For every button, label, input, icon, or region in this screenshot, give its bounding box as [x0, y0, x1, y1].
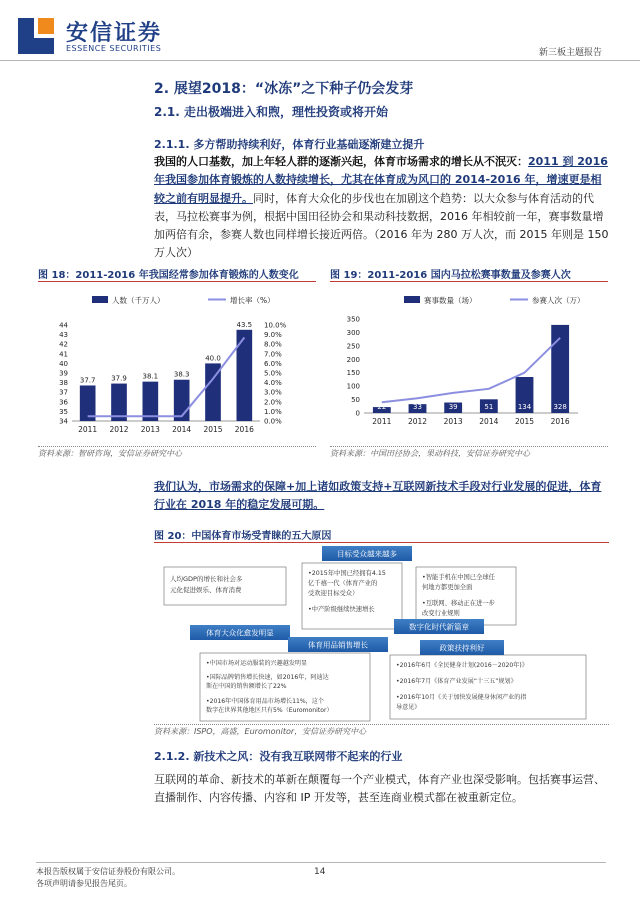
fig19-title: 图 19：2011-2016 国内马拉松赛事数量及参赛人次 [330, 270, 571, 281]
fig19-chart [330, 285, 612, 445]
y2-tick-label: 1.0% [264, 407, 282, 416]
bar-value-label: 39 [448, 403, 458, 411]
y2-tick-label: 10.0% [264, 321, 287, 330]
bar-value-label: 43.5 [236, 320, 253, 329]
header-divider [0, 60, 640, 61]
sub-subsection-heading: 2.1.1. 多方帮助持续利好，体育行业基础逐渐建立提升 [154, 138, 425, 151]
bar-value-label: 33 [413, 403, 422, 411]
x-tick-label: 2013 [140, 425, 160, 434]
box-target-line-1: •2015年中国已经拥有4.15 [308, 570, 386, 577]
y-tick-label: 50 [351, 396, 360, 405]
box-target-line-3: 受欢迎目标受众） [308, 590, 359, 597]
bar-value-label: 38.1 [142, 372, 159, 381]
box-goods-line-1: •中国市场对运动服装的兴趣越发明显 [206, 660, 308, 667]
box-gdp-line-1: 人均GDP的增长和社会多 [170, 575, 243, 583]
y-tick-label: 100 [346, 382, 360, 391]
para1-highlight: 2011 到 2016 年我国参加体育锻炼的人数持续增长，尤其在体育成为风口的 2014-2016 年，增速更是相较之前有明显提升。 [154, 155, 608, 205]
svg-text:体育用品销售增长: 体育用品销售增长 [308, 640, 368, 650]
y-tick-label: 34 [59, 417, 68, 426]
page-number: 14 [314, 867, 326, 877]
x-tick-label: 2013 [443, 417, 463, 426]
legend-line-label: 增长率（%） [230, 296, 275, 305]
box-policy-line-3: •2016年7月《体育产业发展“十三五”规划》 [396, 678, 517, 685]
x-tick-label: 2011 [372, 417, 392, 426]
x-tick-label: 2015 [514, 417, 535, 426]
y-tick-label: 37 [59, 388, 68, 397]
subsection-heading: 2.1. 走出极端进入和煦，理性投资或将开始 [154, 105, 388, 119]
y-tick-label: 41 [59, 350, 68, 359]
svg-text:体育大众化愈发明显: 体育大众化愈发明显 [206, 628, 274, 638]
line-series [382, 338, 560, 402]
footer-divider [36, 862, 606, 863]
fig20-source: 资料来源：ISPO，高盛，Euromonitor，安信证券研究中心 [154, 727, 367, 736]
y2-tick-label: 9.0% [264, 331, 282, 340]
box-gdp-line-2: 元化促进娱乐、体育消费 [170, 586, 242, 594]
box-digital-line-5: 改变行业规则 [422, 610, 460, 617]
bar-value-label: 328 [553, 403, 567, 411]
box-target-line-5: •中产阶级继续快速增长 [308, 606, 375, 613]
label-goods [288, 637, 388, 652]
box-goods-line-3: •国际品牌销售增长快速，如2016年，阿迪达 [206, 674, 329, 681]
bar-value-label: 37.9 [111, 374, 127, 383]
x-tick-label: 2016 [550, 417, 570, 426]
fig20-box-goods [200, 653, 370, 721]
sub-subsection-heading-2: 2.1.2. 新技术之风：没有我互联网带不起来的行业 [154, 750, 403, 763]
y-tick-label: 44 [59, 321, 68, 330]
fig20-bottom-rule [154, 724, 609, 725]
box-goods-line-6: •2016年中国体育用品市场增长11%，这个 [206, 698, 324, 705]
y2-tick-label: 4.0% [264, 379, 282, 388]
box-policy-line-5: •2016年10月《关于加快发展健身休闲产业的指 [396, 694, 527, 701]
fig18-source: 资料来源：智研咨询，安信证券研究中心 [38, 449, 182, 458]
legend-bar-swatch [92, 296, 108, 303]
box-digital-line-1: •智能手机在中国已全球任 [422, 574, 495, 581]
svg-text:数字化时代新篇章: 数字化时代新篇章 [409, 622, 469, 632]
y-tick-label: 150 [346, 369, 360, 378]
x-tick-label: 2014 [172, 425, 192, 434]
fig20-box-target [302, 563, 402, 629]
bar-2013 [143, 382, 159, 421]
paragraph-3: 互联网的革命、新技术的革新在颠覆每一个产业模式，体育产业也深受影响。包括赛事运营、直播制作、内容传播、内容和 IP 开发等，甚至连商业模式都在被重新定位。 [154, 773, 605, 805]
report-name: 新三板主题报告 [538, 48, 602, 58]
fig18-bottom-rule [38, 446, 316, 447]
y-tick-label: 200 [346, 355, 360, 364]
fig20-title: 图 20：中国体育市场受青睐的五大原因 [154, 531, 332, 542]
bar-value-label: 40.0 [205, 354, 221, 363]
box-goods-line-7: 数字在世界其他地区只有5%（Euromonitor） [206, 707, 333, 714]
fig20-box-gdp [164, 567, 286, 605]
svg-text:政策扶持利好: 政策扶持利好 [439, 643, 485, 653]
bar-value-label: 22 [377, 403, 387, 411]
svg-text:目标受众越来越多: 目标受众越来越多 [337, 549, 397, 559]
footer-disclaimer: 各项声明请参见报告尾页。 [36, 879, 132, 888]
fig19-rule [330, 281, 608, 282]
y2-tick-label: 7.0% [264, 350, 282, 359]
para1-lead: 我国的人口基数，加上年轻人群的逐渐兴起，体育市场需求的增长从不泯灭： [154, 155, 528, 168]
y2-tick-label: 5.0% [264, 369, 282, 378]
box-goods-line-4: 斯在中国的销售额增长了22% [206, 683, 287, 690]
section-heading: 2. 展望2018：“冰冻”之下种子仍会发芽 [154, 81, 414, 97]
y-tick-label: 40 [59, 359, 68, 368]
legend-line-label: 参赛人次（万） [532, 296, 585, 305]
y-tick-label: 38 [59, 379, 68, 388]
x-tick-label: 2016 [234, 425, 254, 434]
y-tick-label: 36 [59, 398, 68, 407]
logo-english: ESSENCE SECURITIES [66, 44, 162, 53]
label-policy [420, 640, 504, 655]
fig19-bottom-rule [330, 446, 608, 447]
legend-bar-label: 赛事数量（场） [424, 296, 477, 305]
y-tick-label: 350 [346, 315, 360, 324]
fig20-box-policy [390, 655, 586, 719]
bar-value-label: 38.3 [173, 370, 190, 379]
y-tick-label: 35 [59, 407, 68, 416]
label-mass [190, 625, 290, 640]
fig18-chart [38, 285, 320, 445]
box-digital-line-4: •互联网、移动正在进一步 [422, 600, 495, 607]
y2-tick-label: 6.0% [264, 359, 282, 368]
y-tick-label: 42 [59, 340, 68, 349]
box-target-line-2: 亿千禧一代（体育产业的 [308, 580, 378, 587]
fig20-diagram [154, 545, 609, 723]
fig18-rule [38, 281, 316, 282]
paragraph-2: 我们认为，市场需求的保障+加上诸如政策支持+互联网新技术手段对行业发展的促进，体育行业在 2018 年的稳定发展可期。 [154, 480, 602, 512]
y-tick-label: 43 [59, 331, 68, 340]
para1-rest: 同时，体育大众化的步伐也在加剧这个趋势：以大众参与体育活动的代表，马拉松赛事为例，根据中国田径协会和果动科技数据，2016 年相较前一年，赛事数量增加两倍有余，参赛人数也同样增长接近两倍。（2016 年为 280 万人次，而 2015 年则是 150 万人次） [154, 191, 609, 260]
box-digital-line-2: 何地方都更加全面 [422, 584, 473, 591]
x-tick-label: 2012 [109, 425, 129, 434]
y-tick-label: 250 [346, 342, 360, 351]
bar-value-label: 51 [484, 403, 494, 411]
legend-bar-swatch [404, 296, 420, 303]
label-digital [394, 619, 484, 634]
x-tick-label: 2015 [203, 425, 223, 434]
y-tick-label: 0 [355, 409, 360, 418]
x-tick-label: 2012 [407, 417, 428, 426]
box-policy-line-6: 导意见》 [396, 704, 421, 711]
fig20-box-digital [416, 567, 516, 625]
fig19-source: 资料来源：中国田径协会，果动科技，安信证券研究中心 [330, 449, 530, 458]
logo-text: 安信证券 [66, 21, 163, 46]
y-tick-label: 39 [59, 369, 68, 378]
x-tick-label: 2014 [479, 417, 499, 426]
footer-copyright: 本报告版权属于安信证券股份有限公司。 [36, 867, 180, 876]
bar-value-label: 37.7 [79, 376, 96, 385]
y2-tick-label: 0.0% [264, 417, 282, 426]
box-policy-line-1: •2016年6月《全民健身计划(2016－2020年)》 [396, 662, 528, 669]
fig20-rule [154, 542, 609, 543]
y2-tick-label: 8.0% [264, 340, 282, 349]
x-tick-label: 2011 [78, 425, 98, 434]
bar-value-label: 134 [517, 403, 532, 411]
y2-tick-label: 2.0% [264, 398, 282, 407]
label-target [322, 546, 412, 561]
paragraph-1 [154, 153, 609, 263]
y-tick-label: 300 [346, 328, 360, 337]
logo-icon [18, 18, 54, 54]
y2-tick-label: 3.0% [264, 388, 282, 397]
fig18-title: 图 18：2011-2016 年我国经常参加体育锻炼的人数变化 [38, 270, 299, 281]
legend-bar-label: 人数（千万人） [112, 296, 165, 305]
